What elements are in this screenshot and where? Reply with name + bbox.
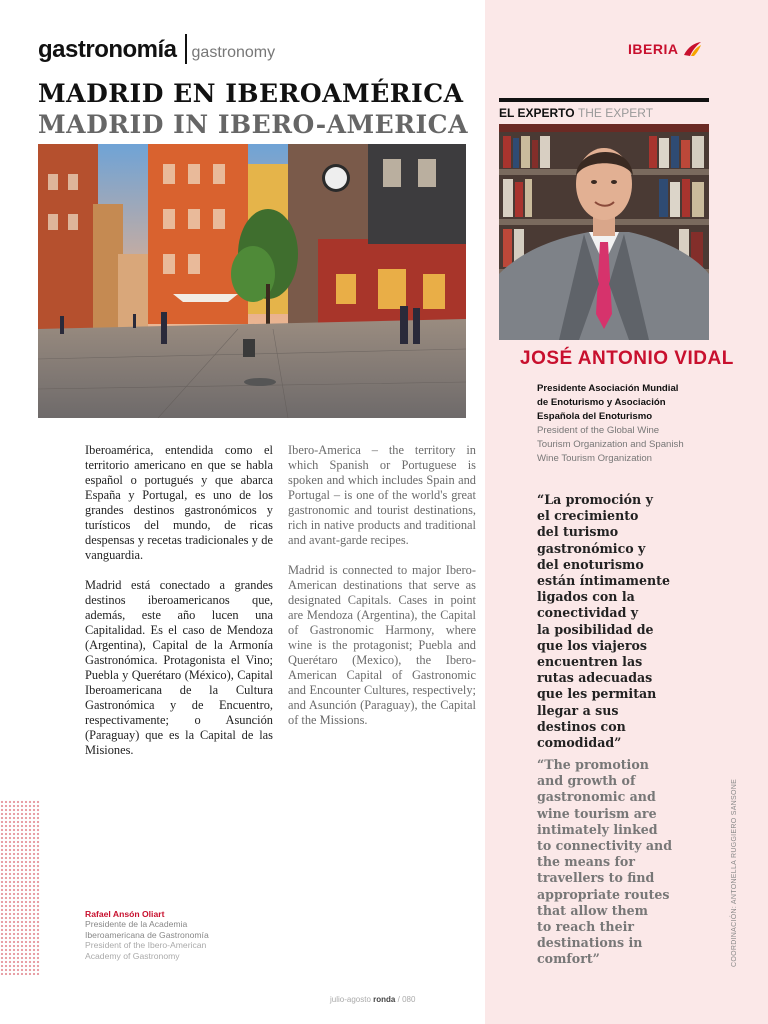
coordination-credit: COORDINACIÓN: ANTONELLA RUGGIERO SANSONE: [731, 778, 738, 967]
expert-role-es-3: Española del Enoturismo: [537, 411, 653, 422]
iberia-swoosh-icon: [682, 41, 702, 57]
article-paragraph-en-2: Madrid is connected to major Ibero-American destinations that serve as designated Capitals. Cases in point are Mendoza (Argentina), the Capital of Gastronomic Harmony, where wine is the protagonist; Puebla and Querétaro (Mexico), the Ibero-American Capital of Gastronomic and Encounter Cultures, respectively; and Asunción (Paraguay), the Capital of the Missions.: [288, 563, 476, 727]
quote-es-line: del enoturismo: [537, 556, 644, 572]
expert-role-en-1: President of the Global Wine: [537, 425, 660, 436]
author-credit: [85, 909, 209, 961]
quote-es-line: conectividad y: [537, 605, 639, 621]
author-role-es-1: Presidente de la Academia: [85, 919, 188, 930]
quote-es-line: ligados con la: [537, 589, 635, 605]
quote-en-line: gastronomic and: [537, 789, 656, 805]
quote-es-line: “La promoción y: [537, 492, 653, 507]
expert-role-es-2: de Enoturismo y Asociación: [537, 397, 666, 408]
brand-name: IBERIA: [628, 41, 679, 57]
expert-role-en-3: Wine Tourism Organization: [537, 453, 652, 464]
quote-es-line: llegar a sus: [537, 702, 619, 718]
section-label-es: gastronomía: [38, 36, 177, 63]
article-paragraph-es-2: Madrid está conectado a grandes destinos iberoamericanos que, además, este año lucen una Capitalidad. Es el caso de Mendoza (Argentina), Capital de la Armonía Gastronómica. Protagonista el Vino; Puebla y Querétaro (México), Capital Iberoamericana de la Cultura Gastronómica y de Encuentro, respectivamente; o Asunción (Paraguay) que es la Capital de las Misiones.: [85, 578, 273, 757]
brand-logo: [628, 41, 702, 57]
quote-en-line: wine tourism are: [537, 805, 657, 821]
quote-en-line: to connectivity and: [537, 838, 673, 854]
quote-en-line: destinations in: [537, 935, 643, 951]
expert-role-es-1: Presidente Asociación Mundial: [537, 383, 679, 394]
article-title-en: MADRID IN IBERO-AMERICA: [38, 110, 468, 139]
expert-top-rule: [499, 98, 709, 102]
folio-page: / 080: [397, 995, 416, 1004]
quote-en-line: and growth of: [537, 773, 636, 789]
quote-es-line: del turismo: [537, 524, 619, 540]
expert-role-en-2: Tourism Organization and Spanish: [537, 439, 684, 450]
quote-en-line: “The promotion: [537, 757, 649, 772]
quote-en-line: comfort”: [537, 951, 600, 967]
quote-en-line: the means for: [537, 854, 635, 870]
author-role-en-2: Academy of Gastronomy: [85, 950, 180, 961]
section-label-en: gastronomy: [191, 44, 276, 61]
expert-quote-en: [537, 757, 697, 968]
quote-es-line: que les permitan: [537, 686, 657, 702]
quote-es-line: destinos con: [537, 718, 626, 734]
quote-es-line: comodidad”: [537, 735, 622, 751]
quote-es-line: la posibilidad de: [537, 621, 654, 637]
author-role-en-1: President of the Ibero-American: [85, 940, 207, 951]
expert-quote-es: [537, 492, 697, 751]
expert-portrait-photo: [499, 124, 709, 340]
expert-heading-es: EL EXPERTO: [499, 106, 575, 120]
expert-heading: [499, 106, 653, 120]
quote-es-line: que los viajeros: [537, 637, 647, 653]
author-role-es-2: Iberoamericana de Gastronomía: [85, 929, 209, 940]
expert-role: [537, 382, 697, 466]
folio-magazine: ronda: [373, 995, 396, 1004]
section-header: [38, 28, 275, 62]
section-divider: [185, 34, 187, 64]
quote-es-line: gastronómico y: [537, 540, 646, 556]
quote-en-line: to reach their: [537, 919, 635, 935]
page-folio: [330, 995, 415, 1004]
expert-name: JOSÉ ANTONIO VIDAL: [520, 348, 734, 369]
quote-en-line: appropriate routes: [537, 886, 670, 902]
expert-heading-en: THE EXPERT: [577, 106, 654, 120]
article-paragraph-en-1: Ibero-America – the territory in which Spanish or Portuguese is spoken and which includes Spain and Portugal – is one of the world's great gastronomic and tourist destinations, rich in native products and traditional and avant-garde recipes.: [288, 443, 476, 547]
quote-en-line: that allow them: [537, 902, 649, 918]
decorative-dot-pattern: [0, 800, 40, 975]
quote-es-line: el crecimiento: [537, 508, 639, 524]
article-title-es: MADRID EN IBEROAMÉRICA: [38, 79, 464, 108]
quote-en-line: travellers to find: [537, 870, 655, 886]
article-column-es: [85, 443, 273, 773]
article-column-en: [288, 443, 476, 743]
author-name: Rafael Ansón Oliart: [85, 909, 165, 919]
quote-en-line: intimately linked: [537, 821, 658, 837]
quote-es-line: encuentren las: [537, 654, 643, 670]
madrid-street-photo: [38, 144, 466, 418]
article-paragraph-es-1: Iberoamérica, entendida como el territorio americano en que se habla español o portugués y que abarca España y Portugal, es uno de los grandes destinos gastronómicos y turísticos del mundo, de ricas despensas y recetas tradicionales y de vanguardia.: [85, 443, 273, 562]
folio-date: julio-agosto: [330, 995, 371, 1004]
quote-es-line: están íntimamente: [537, 573, 670, 589]
quote-es-line: rutas adecuadas: [537, 670, 653, 686]
